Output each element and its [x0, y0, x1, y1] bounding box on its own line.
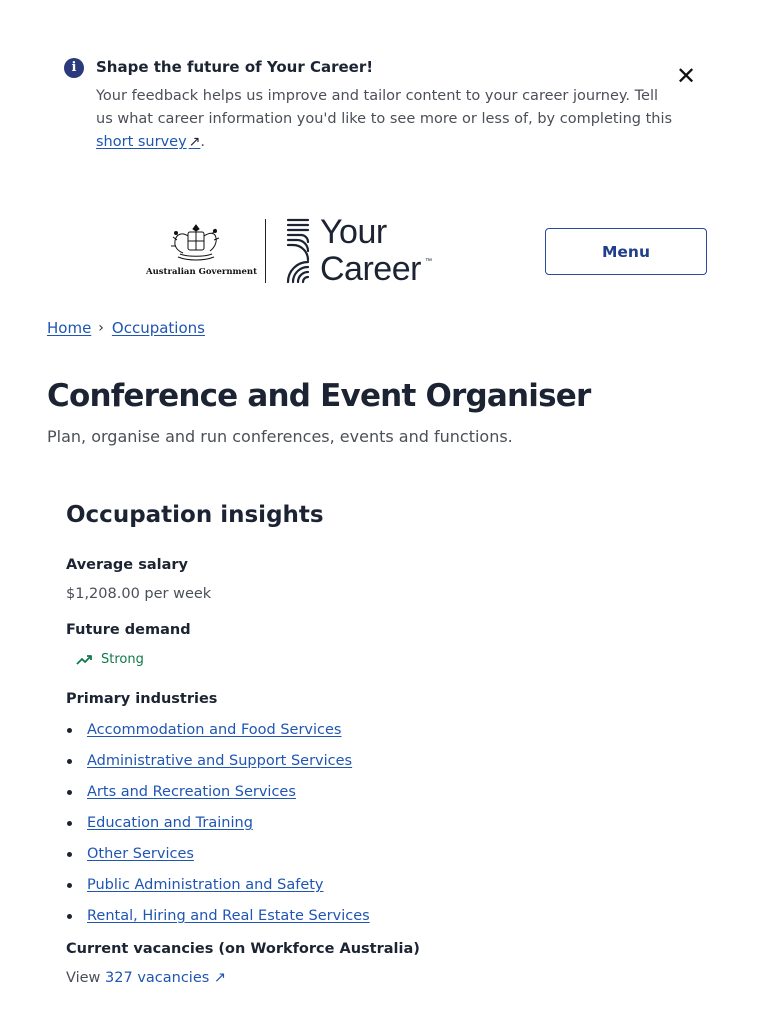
banner-title: Shape the future of Your Career! [96, 58, 374, 76]
industries-list [66, 719, 370, 936]
breadcrumb-home[interactable]: Home [47, 319, 92, 337]
banner-trailing: . [200, 134, 206, 150]
your-career-mark-icon [286, 218, 310, 284]
industry-link[interactable]: Rental, Hiring and Real Estate Services [87, 908, 370, 924]
banner-body-text: Your feedback helps us improve and tailor content to your career journey. Tell us what career information you'd like to see more or less of, by completing this [96, 88, 673, 127]
external-link-icon: ↗ [213, 970, 227, 986]
primary-industries-label: Primary industries [66, 691, 218, 707]
vacancies-link-label: 327 vacancies [105, 970, 210, 986]
industry-link[interactable]: Arts and Recreation Services [87, 784, 296, 800]
trending-up-icon [76, 654, 93, 666]
short-survey-link-label: short survey [96, 134, 187, 150]
page-subtitle: Plan, organise and run conferences, events and functions. [47, 427, 513, 446]
brand-line-1: Your [320, 213, 387, 251]
insights-heading: Occupation insights [66, 502, 324, 528]
list-item [66, 812, 370, 843]
external-link-icon: ↗ [188, 134, 201, 150]
industry-link[interactable]: Other Services [87, 846, 194, 862]
short-survey-link[interactable] [96, 134, 200, 150]
current-vacancies-label: Current vacancies (on Workforce Australia) [66, 941, 420, 957]
gov-logo-text: Australian Government [146, 267, 258, 277]
page-title: Conference and Event Organiser [47, 378, 591, 414]
average-salary-label: Average salary [66, 557, 188, 573]
industry-link[interactable]: Public Administration and Safety [87, 877, 324, 893]
list-item [66, 719, 370, 750]
breadcrumb [47, 319, 205, 337]
chevron-right-icon: › [98, 320, 104, 336]
info-icon: i [64, 58, 84, 78]
future-demand-label: Future demand [66, 622, 191, 638]
list-item [66, 781, 370, 812]
coat-of-arms-icon [168, 222, 224, 262]
industry-link[interactable]: Education and Training [87, 815, 253, 831]
average-salary-value: $1,208.00 per week [66, 586, 212, 602]
future-demand-text: Strong [101, 652, 144, 667]
vacancies-prefix: View [66, 970, 101, 986]
industry-link[interactable]: Administrative and Support Services [87, 753, 353, 769]
future-demand-value [76, 652, 144, 667]
menu-button[interactable]: Menu [545, 228, 707, 275]
industry-link[interactable]: Accommodation and Food Services [87, 722, 342, 738]
australian-government-logo[interactable] [146, 222, 258, 280]
vacancies-link[interactable] [105, 970, 226, 986]
list-item [66, 750, 370, 781]
trademark-symbol: ™ [425, 258, 432, 265]
close-icon[interactable]: ✕ [675, 62, 697, 90]
logo-divider [265, 219, 266, 283]
breadcrumb-occupations[interactable]: Occupations [111, 319, 205, 337]
list-item [66, 905, 370, 936]
list-item [66, 874, 370, 905]
your-career-logo[interactable] [286, 213, 436, 288]
vacancies-line [66, 970, 226, 986]
brand-line-2: Career [320, 250, 421, 288]
banner-body [96, 85, 676, 154]
list-item [66, 843, 370, 874]
